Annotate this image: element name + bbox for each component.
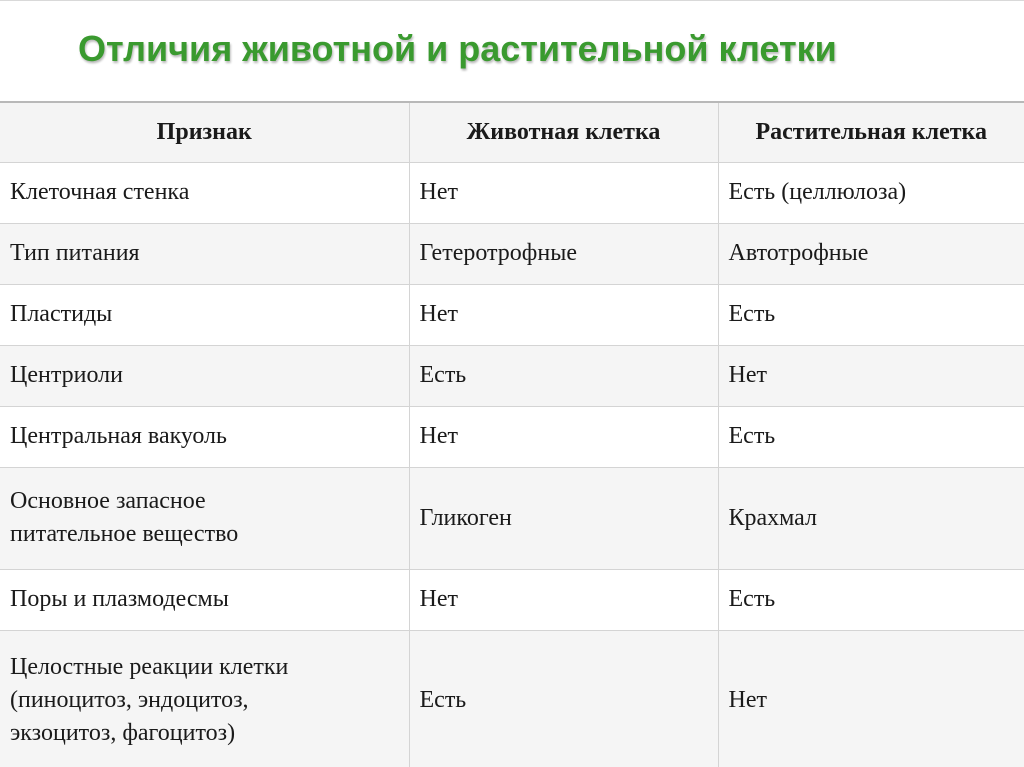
feature-line: Основное запасное [10, 488, 206, 514]
header-animal-cell: Животная клетка [409, 102, 718, 162]
plant-cell: Нет [718, 630, 1024, 767]
animal-cell: Нет [409, 284, 718, 345]
table-row [0, 569, 1024, 630]
page-title: Отличия животной и растительной клетки [78, 28, 837, 69]
table-row [0, 345, 1024, 406]
table-row [0, 223, 1024, 284]
feature-line: Целостные реакции клетки [10, 653, 289, 680]
feature-cell: Клеточная стенка [0, 162, 409, 223]
feature-line: (пиноцитоз, эндоцитоз, [10, 686, 249, 713]
table-row [0, 406, 1024, 467]
plant-cell: Автотрофные [718, 223, 1024, 284]
feature-line: питательное вещество [10, 521, 239, 547]
feature-cell [0, 630, 409, 767]
feature-line: экзоцитоз, фагоцитоз) [10, 719, 236, 746]
table-row [0, 284, 1024, 345]
table-row [0, 467, 1024, 569]
feature-cell: Тип питания [0, 223, 409, 284]
animal-cell: Нет [409, 406, 718, 467]
plant-cell: Есть [718, 569, 1024, 630]
feature-cell: Поры и плазмодесмы [0, 569, 409, 630]
header-feature: Признак [0, 102, 409, 162]
animal-cell: Есть [409, 630, 718, 767]
header-plant-cell: Растительная клетка [718, 102, 1024, 162]
plant-cell: Есть [718, 284, 1024, 345]
table-row [0, 162, 1024, 223]
plant-cell: Крахмал [718, 467, 1024, 569]
header-row [0, 102, 1024, 162]
animal-cell: Нет [409, 162, 718, 223]
animal-cell: Гетеротрофные [409, 223, 718, 284]
plant-cell: Нет [718, 345, 1024, 406]
feature-cell [0, 467, 409, 569]
feature-cell: Центральная вакуоль [0, 406, 409, 467]
plant-cell: Есть [718, 406, 1024, 467]
animal-cell: Гликоген [409, 467, 718, 569]
animal-cell: Нет [409, 569, 718, 630]
plant-cell: Есть (целлюлоза) [718, 162, 1024, 223]
table-row [0, 630, 1024, 767]
animal-cell: Есть [409, 345, 718, 406]
feature-cell: Центриоли [0, 345, 409, 406]
feature-cell: Пластиды [0, 284, 409, 345]
comparison-table [0, 101, 1024, 767]
